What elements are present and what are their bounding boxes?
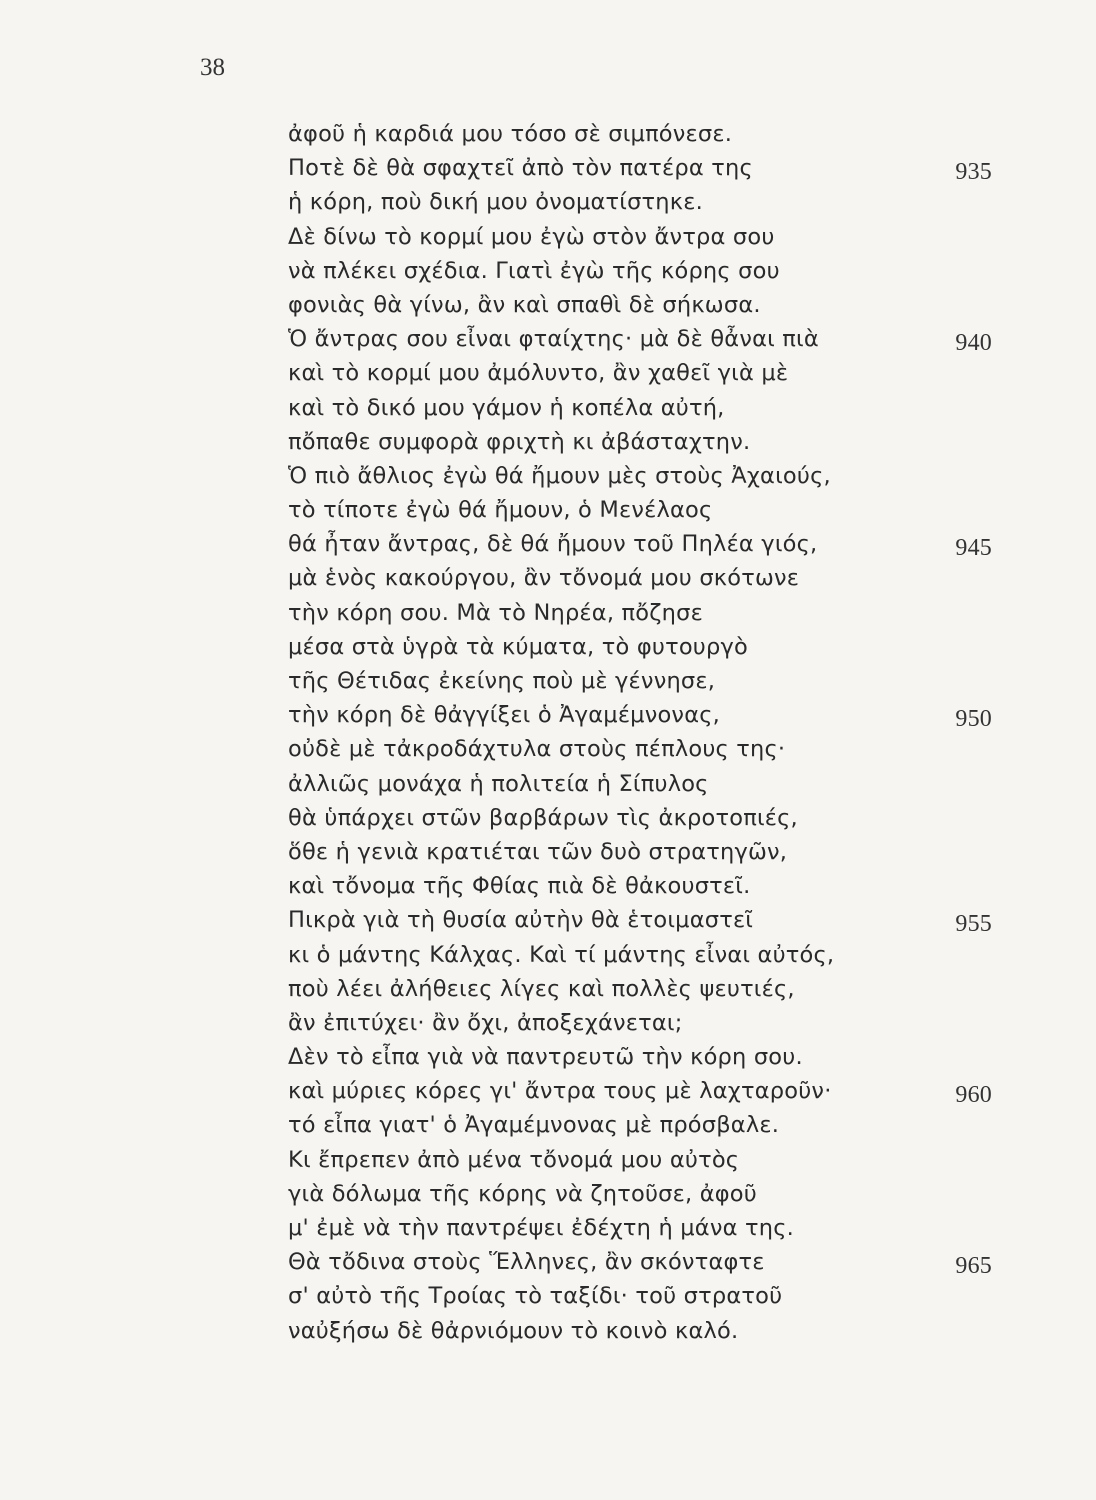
page-number: 38 [200,54,225,81]
verse-line-text: ἀφοῦ ἡ καρδιά μου τόσο σὲ σιμπόνεσε. [288,121,733,147]
verse-line-text: ἂν ἐπιτύχει· ἂν ὄχι, ἀποξεχάνεται; [288,1009,683,1036]
verse-line [288,1006,1008,1040]
verse-line [288,630,1008,664]
verse-line [288,801,1008,835]
line-number: 950 [955,706,992,733]
verse-line-text: ὅθε ἡ γενιὰ κρατιέται τῶν δυὸ στρατηγῶν, [288,838,788,865]
verse-line [288,1314,1008,1348]
verse-line-text: πὄπαθε συμφορὰ φριχτὴ κι ἀβάσταχτην. [288,428,751,455]
verse-line-text: θὰ ὑπάρχει στῶν βαρβάρων τὶς ἀκροτοπιές, [288,804,798,831]
verse-line [288,903,1008,937]
verse-line-text: φονιὰς θὰ γίνω, ἂν καὶ σπαθὶ δὲ σήκωσα. [288,291,761,318]
verse-line [288,493,1008,527]
verse-line-text: καὶ τὸ δικό μου γάμον ἡ κοπέλα αὐτή, [288,394,725,421]
verse-line [288,732,1008,766]
verse-line [288,254,1008,288]
verse-line-text: ἡ κόρη, ποὺ δική μου ὀνοματίστηκε. [288,189,703,216]
verse-line [288,185,1008,219]
verse-line-text: τὴν κόρη δὲ θἀγγίξει ὁ Ἀγαμέμνονας, [288,702,720,729]
verse-line [288,1211,1008,1245]
line-number: 940 [955,330,992,357]
verse-line-text: καὶ μύριες κόρες γι' ἄντρα τους μὲ λαχταροῦν· [288,1078,832,1105]
line-number: 960 [955,1082,992,1109]
verse-line-text: τό εἶπα γιατ' ὁ Ἀγαμέμνονας μὲ πρόσβαλε. [288,1112,780,1139]
verse-line [288,767,1008,801]
verse-line [288,151,1008,185]
verse-line-text: γιὰ δόλωμα τῆς κόρης νὰ ζητοῦσε, ἀφοῦ [288,1180,757,1207]
verse-line [288,459,1008,493]
verse-line [288,938,1008,972]
verse-line [288,1279,1008,1313]
verse-line [288,1245,1008,1279]
verse-line [288,1108,1008,1142]
verse-line-text: Δὲ δίνω τὸ κορμί μου ἐγὼ στὸν ἄντρα σου [288,223,775,250]
verse-line [288,288,1008,322]
verse-line [288,356,1008,390]
verse-line [288,1074,1008,1108]
verse-line [288,220,1008,254]
verse-line-text: Πικρὰ γιὰ τὴ θυσία αὐτὴν θὰ ἑτοιμαστεῖ [288,907,754,934]
verse-line-text: μ' ἐμὲ νὰ τὴν παντρέψει ἐδέχτη ἡ μάνα της. [288,1215,794,1241]
verse-line-text: Δὲν τὸ εἶπα γιὰ νὰ παντρευτῶ τὴν κόρη σου. [288,1044,803,1071]
verse-line-text: νὰ πλέκει σχέδια. Γιατὶ ἐγὼ τῆς κόρης σου [288,257,780,284]
verse-line [288,664,1008,698]
verse-line-text: τὸ τίποτε ἐγὼ θά ἤμουν, ὁ Μενέλαος [288,497,713,524]
verse-line-text: Ποτὲ δὲ θὰ σφαχτεῖ ἀπὸ τὸν πατέρα της [288,155,753,182]
verse-line [288,1143,1008,1177]
verse-line-text: μέσα στὰ ὑγρὰ τὰ κύματα, τὸ φυτουργὸ [288,633,748,660]
verse-line-text: κι ὁ μάντης Κάλχας. Καὶ τί μάντης εἶναι αὐτός, [288,941,835,968]
verse-line [288,1040,1008,1074]
verse-line-text: ναὐξήσω δὲ θἀρνιόμουν τὸ κοινὸ καλό. [288,1317,739,1344]
verse-line [288,322,1008,356]
verse-line-text: καὶ τὄνομα τῆς Φθίας πιὰ δὲ θἀκουστεῖ. [288,873,751,900]
verse-line-text: ἀλλιῶς μονάχα ἡ πολιτεία ἡ Σίπυλος [288,770,709,797]
verse-line-text: ποὺ λέει ἀλήθειες λίγες καὶ πολλὲς ψευτιές, [288,975,795,1002]
verse-line [288,596,1008,630]
verse-line [288,972,1008,1006]
verse-line-text: τὴν κόρη σου. Μὰ τὸ Νηρέα, πὄζησε [288,599,703,626]
verse-line-text: Ὁ πιὸ ἄθλιος ἐγὼ θά ἤμουν μὲς στοὺς Ἀχαιούς, [288,462,831,489]
verse-line [288,869,1008,903]
verse-block [288,117,1008,1348]
verse-line-text: καὶ τὸ κορμί μου ἀμόλυντο, ἂν χαθεῖ γιὰ μὲ [288,360,789,387]
line-number: 935 [955,159,992,186]
verse-line-text: μὰ ἑνὸς κακούργου, ἂν τὄνομά μου σκότωνε [288,565,800,592]
line-number: 955 [955,911,992,938]
verse-line [288,835,1008,869]
verse-line-text: Θὰ τὄδινα στοὺς Ἕλληνες, ἂν σκόνταφτε [288,1249,765,1276]
verse-line [288,425,1008,459]
verse-line [288,1177,1008,1211]
verse-line-text: σ' αὐτὸ τῆς Τροίας τὸ ταξίδι· τοῦ στρατοῦ [288,1283,783,1310]
verse-line-text: Ὁ ἄντρας σου εἶναι φταίχτης· μὰ δὲ θἆναι πιὰ [288,326,819,353]
verse-line [288,698,1008,732]
line-number: 965 [955,1253,992,1280]
verse-line [288,561,1008,595]
verse-line [288,391,1008,425]
line-number: 945 [955,535,992,562]
verse-line-text: τῆς Θέτιδας ἐκείνης ποὺ μὲ γέννησε, [288,668,716,694]
verse-line-text: Κι ἔπρεπεν ἀπὸ μένα τὄνομά μου αὐτὸς [288,1146,740,1173]
verse-line [288,117,1008,151]
verse-line [288,527,1008,561]
verse-line-text: θά ἦταν ἄντρας, δὲ θά ἤμουν τοῦ Πηλέα γιός, [288,531,818,558]
verse-line-text: οὐδὲ μὲ τἀκροδάχτυλα στοὺς πέπλους της· [288,736,786,763]
